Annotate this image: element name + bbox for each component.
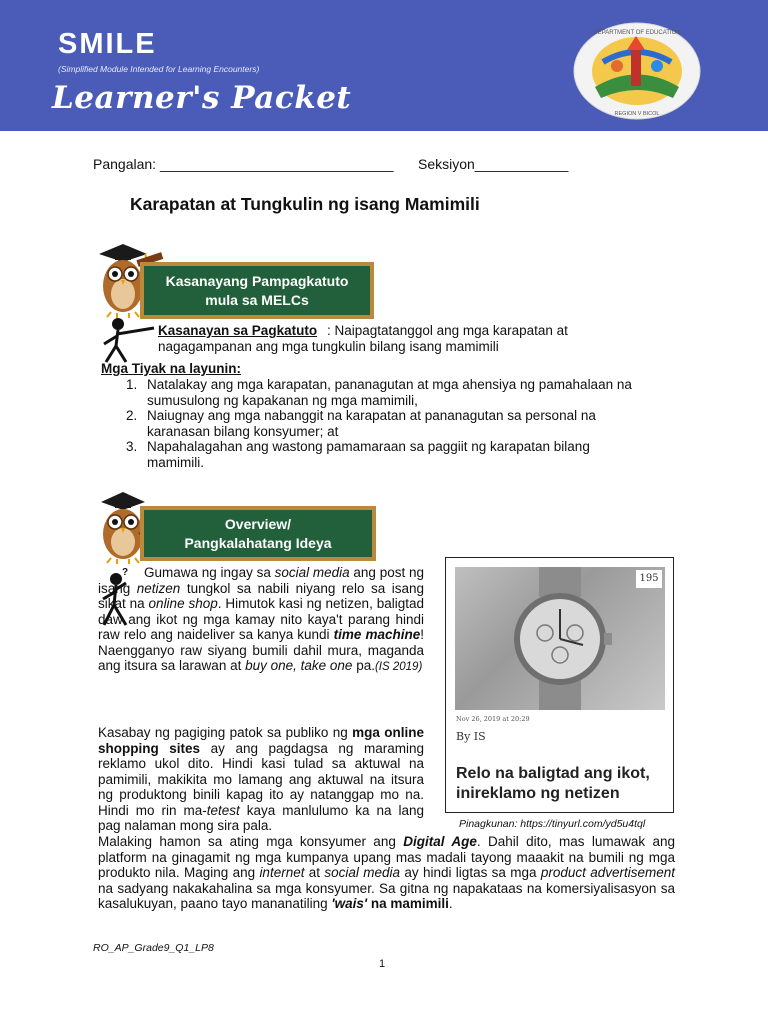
overview-paragraph-3: Malaking hamon sa ating mga konsyumer ang Digital Age. Dahil dito, mas lumawak ang platform na ginagamit ng mga kumpanya upang mas madali tayong maaakit na bumili ng mga produkto nila. Maging ang internet at social media ay hindi ligtas sa mga product advertisement na sadyang nakakahalina sa mga konsyumer. Sa gitna ng napakataas na komersiyalisasyon sa kasalukuyan, paano tayo mananatiling 'wais' na mamimili. bbox=[98, 834, 675, 911]
board-line2: mula sa MELCs bbox=[205, 292, 309, 308]
name-field-line: Pangalan: ______________________________ bbox=[93, 156, 394, 172]
image-source-caption: Pinagkunan: https://tinyurl.com/yd5u4tql bbox=[459, 818, 646, 830]
news-badge: 195 bbox=[636, 570, 662, 588]
competency-text: : Naipagtatanggol ang mga karapatan at nagagampanan ang mga tungkulin bilang isang mamimili bbox=[158, 323, 568, 354]
objectives-list bbox=[126, 377, 646, 470]
news-date: Nov 26, 2019 at 20:29 bbox=[456, 715, 530, 723]
section-board-melcs bbox=[140, 262, 374, 319]
watch-photo bbox=[455, 567, 665, 710]
board-line2: Pangkalahatang Ideya bbox=[184, 535, 332, 551]
board-line1: Overview/ bbox=[224, 516, 292, 532]
svg-text:?: ? bbox=[122, 567, 129, 578]
item-text: Naiugnay ang mga nabanggit na karapatan at pananagutan sa personal na karanasan bilang konsyumer; at bbox=[147, 408, 596, 439]
item-text: Napahalagahan ang wastong pamamaraan sa paggiit ng karapatan bilang mamimili. bbox=[147, 439, 590, 470]
stick-figure-pointing-icon bbox=[98, 316, 156, 364]
page-number: 1 bbox=[379, 958, 386, 970]
item-number: 1. bbox=[126, 377, 138, 392]
section-board-overview bbox=[140, 506, 376, 561]
brand-title: SMILE bbox=[58, 28, 157, 60]
board-line1: Kasanayang Pampagkatuto bbox=[165, 273, 349, 289]
item-number: 2. bbox=[126, 408, 138, 423]
item-text: Natalakay ang mga karapatan, pananagutan at mga ahensiya ng pamahalaan na sumusulong ng kapakanan ng mga mamimili, bbox=[147, 377, 632, 408]
packet-title: Learner's Packet bbox=[52, 80, 352, 116]
news-byline: By IS bbox=[456, 730, 486, 743]
seal-text-bottom: REGION V BICOL bbox=[614, 111, 660, 117]
brand-tagline: (Simplified Module Intended for Learning Encounters) bbox=[58, 64, 260, 74]
seal-text-top: DEPARTMENT OF EDUCATION bbox=[593, 30, 681, 36]
deped-seal-logo bbox=[573, 22, 702, 120]
overview-paragraph-2: Kasabay ng pagiging patok sa publiko ng mga online shopping sites ay ang pagdagsa ng maraming reklamo ukol dito. Hindi kasi tulad sa aktuwal na pamimili, makikita mo lamang ang aktuwal na itsura ng produktong binili kapag ito ay natanggap mo na. Hindi mo rin ma-tetest kaya manlulumo ka na lang pag nalaman mong sira pala. bbox=[98, 725, 424, 833]
item-number: 3. bbox=[126, 439, 138, 454]
news-headline: Relo na baligtad ang ikot, inireklamo ng netizen bbox=[456, 765, 650, 802]
section-field-line: Seksiyon____________ bbox=[418, 156, 569, 172]
list-item bbox=[126, 377, 646, 408]
wristwatch-icon bbox=[455, 567, 665, 710]
list-item bbox=[126, 408, 646, 439]
list-item bbox=[126, 439, 646, 470]
competency-label: Kasanayan sa Pagkatuto bbox=[158, 323, 318, 338]
objectives-heading: Mga Tiyak na layunin: bbox=[101, 361, 242, 376]
document-title: Karapatan at Tungkulin ng isang Mamimili bbox=[130, 194, 480, 214]
footer-code: RO_AP_Grade9_Q1_LP8 bbox=[93, 942, 214, 954]
overview-paragraph-1: Gumawa ng ingay sa social media ang post ng isang netizen tungkol sa nabili niyang relo sa isang sikat na online shop. Himutok kasi ng netizen, baligtad daw ang ikot ng mga kamay nito kaya't parang hindi raw relo ang naideliver sa kanya kundi time machine! Naengganyo raw siyang bumili dahil mura, maganda ang itsura sa larawan at buy one, take one pa.(IS 2019) bbox=[98, 565, 424, 673]
